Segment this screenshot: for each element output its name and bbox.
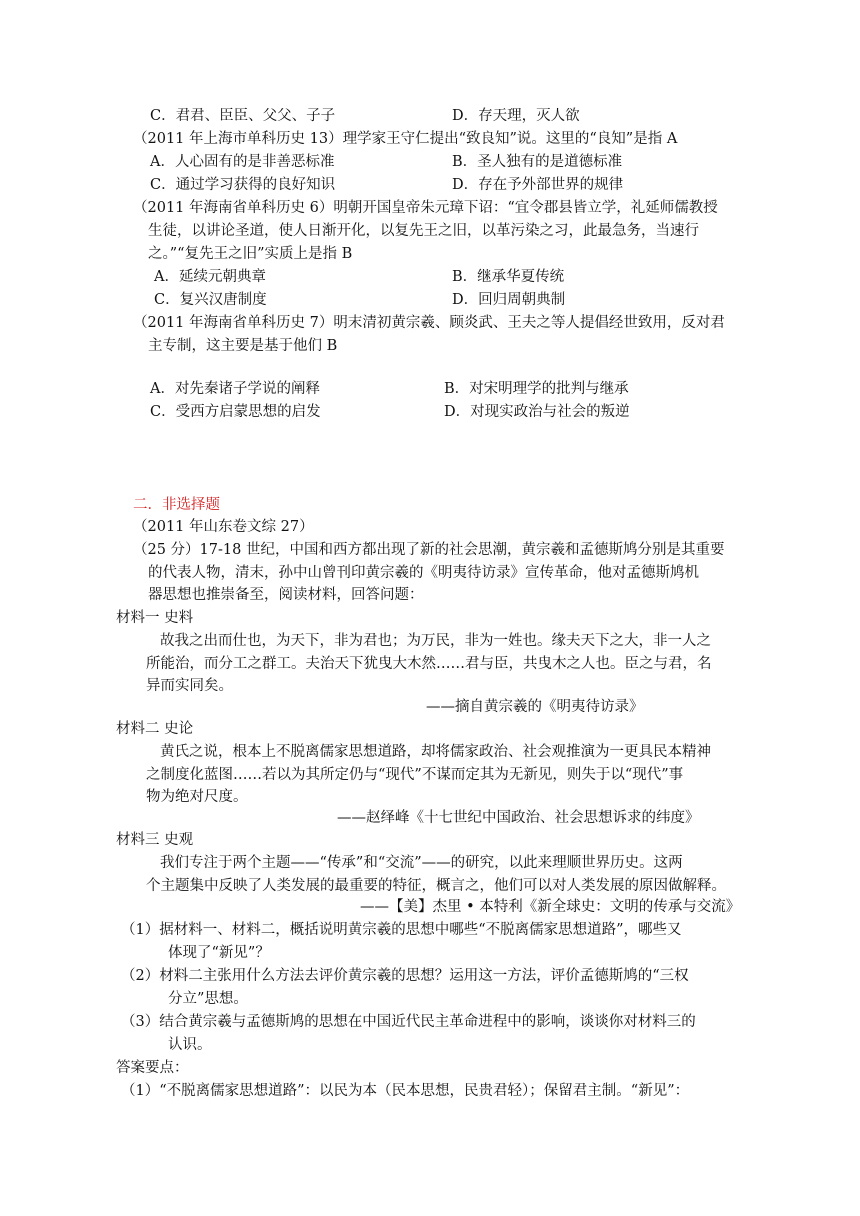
q4-option-c: C．受西方启蒙思想的启发 xyxy=(150,404,321,420)
material-2-line1: 黄氏之说，根本上不脱离儒家思想道路，却将儒家政治、社会观推演为一更具民本精神 xyxy=(160,744,711,760)
material-1-line1: 故我之出而仕也，为天下，非为君也；为万民，非为一姓也。缘夫天下之大，非一人之 xyxy=(160,633,711,649)
q3-option-a: A．延续元朝典章 xyxy=(154,269,266,285)
q3-option-c: C．复兴汉唐制度 xyxy=(154,292,267,308)
intro-line1: （25 分）17-18 世纪，中国和西方都出现了新的社会思潮，黄宗羲和孟德斯鸠分别是其重要 xyxy=(133,542,725,558)
material-2-source: ——赵绎峰《十七世纪中国政治、社会思想诉求的纬度》 xyxy=(337,810,700,826)
material-1-line2: 所能治，而分工之群工。夫治天下犹曳大木然……君与臣，共曳木之人也。臣之与君，名 xyxy=(146,656,712,672)
intro-line2: 的代表人物，清末，孙中山曾刊印黄宗羲的《明夷待访录》宣传革命，他对孟德斯鸠机 xyxy=(148,565,699,581)
material-2-line2: 之制度化蓝图……若以为其所定仍与“现代”不谋而定其为无新见，则失于以“现代”事 xyxy=(146,767,684,783)
intro-line3: 器思想也推崇备至，阅读材料，回答问题： xyxy=(148,587,424,603)
subquestion-2-line1: （2）材料二主张用什么方法去评价黄宗羲的思想？运用这一方法，评价孟德斯鸠的“三权 xyxy=(121,968,689,984)
q3-option-d: D．回归周朝典制 xyxy=(452,292,566,308)
q4-option-d: D．对现实政治与社会的叛逆 xyxy=(444,404,630,420)
q2-stem: （2011 年上海市单科历史 13）理学家王守仁提出“致良知”说。这里的“良知”是指 A xyxy=(133,131,678,147)
question-source: （2011 年山东卷文综 27） xyxy=(133,519,314,535)
q1-option-d: D．存天理，灭人欲 xyxy=(452,108,580,124)
q2-option-d: D．存在予外部世界的规律 xyxy=(452,177,624,193)
answer-line1: （1）“不脱离儒家思想道路”：以民为本（民本思想，民贵君轻）；保留君主制。“新见”： xyxy=(121,1083,690,1099)
q4-option-a: A．对先秦诸子学说的阐释 xyxy=(150,381,320,397)
q2-option-b: B．圣人独有的是道德标准 xyxy=(452,154,623,170)
section-heading: 二．非选择题 xyxy=(133,497,220,513)
subquestion-3-line2: 认识。 xyxy=(168,1037,212,1053)
q4-option-b: B．对宋明理学的批判与继承 xyxy=(444,381,629,397)
q4-stem-line2: 主专制，这主要是基于他们 B xyxy=(148,338,338,354)
q1-option-c: C．君君、臣臣、父父、子子 xyxy=(150,108,336,124)
q3-stem-line1: （2011 年海南省单科历史 6）明朝开国皇帝朱元璋下诏：“宜令郡县皆立学，礼延师儒教授 xyxy=(133,200,718,216)
q4-stem-line1: （2011 年海南省单科历史 7）明末清初黄宗羲、顾炎武、王夫之等人提倡经世致用，反对君 xyxy=(133,315,725,331)
material-2-line3: 物为绝对尺度。 xyxy=(146,789,248,805)
material-3-title: 材料三 史观 xyxy=(116,832,194,848)
subquestion-3-line1: （3）结合黄宗羲与孟德斯鸠的思想在中国近代民主革命进程中的影响，谈谈你对材料三的 xyxy=(121,1014,696,1030)
subquestion-1-line1: （1）据材料一、材料二，概括说明黄宗羲的思想中哪些“不脱离儒家思想道路”，哪些又 xyxy=(121,922,682,938)
material-3-source: ——【美】杰里 • 本特利《新全球史：文明的传承与交流》 xyxy=(360,899,741,915)
subquestion-2-line2: 分立”思想。 xyxy=(168,991,248,1007)
material-2-title: 材料二 史论 xyxy=(116,721,194,737)
material-1-line3: 异而实同矣。 xyxy=(146,678,233,694)
material-3-line1: 我们专注于两个主题——“传承”和“交流”——的研究，以此来理顺世界历史。这两 xyxy=(160,855,683,871)
material-1-title: 材料一 史料 xyxy=(116,610,194,626)
material-1-source: ——摘自黄宗羲的《明夷待访录》 xyxy=(426,699,644,715)
material-3-line2: 个主题集中反映了人类发展的最重要的特征，概言之，他们可以对人类发展的原因做解释。 xyxy=(146,878,726,894)
q2-option-c: C．通过学习获得的良好知识 xyxy=(150,177,336,193)
q2-option-a: A．人心固有的是非善恶标准 xyxy=(150,154,335,170)
subquestion-1-line2: 体现了“新见”？ xyxy=(168,945,270,961)
answer-title: 答案要点： xyxy=(116,1060,189,1076)
q3-stem-line3: 之。”“复先王之旧”实质上是指 B xyxy=(148,246,353,262)
q3-stem-line2: 生徒，以讲论圣道，使人日渐开化，以复先王之旧，以革污染之习，此最急务，当速行 xyxy=(148,223,699,239)
q3-option-b: B．继承华夏传统 xyxy=(452,269,565,285)
